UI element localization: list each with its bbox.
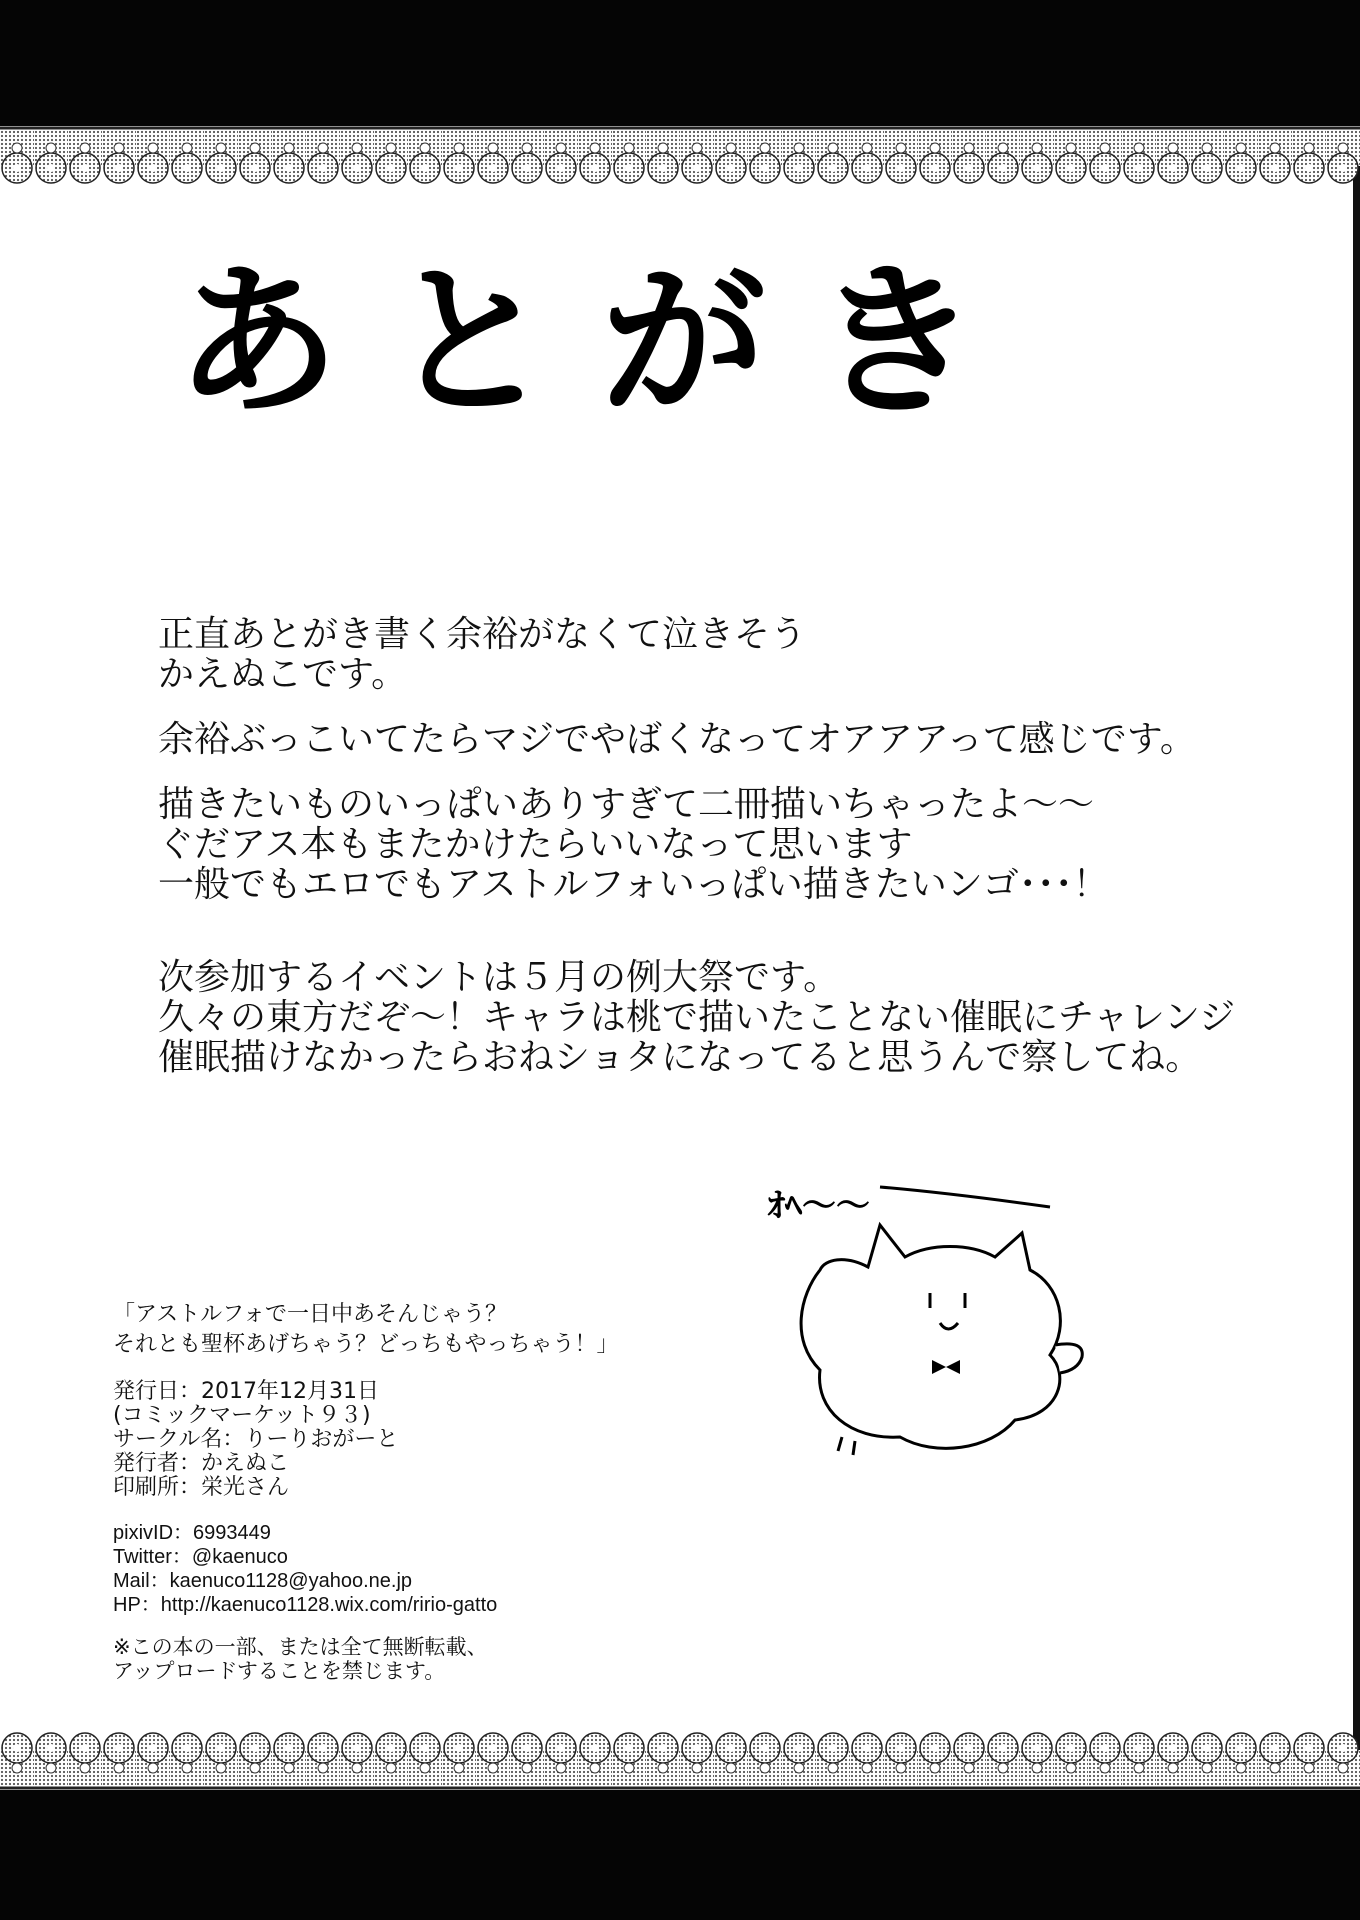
right-edge-bar xyxy=(1353,128,1360,1778)
text-line: かえぬこです。 xyxy=(158,654,408,695)
circle-name: サークル名：りーりおがーと xyxy=(113,1427,399,1452)
printer: 印刷所：栄光さん xyxy=(113,1475,290,1500)
text-line: 描きたいものいっぱいありすぎて二冊描いちゃったよ～～ xyxy=(158,784,1095,825)
contact-info xyxy=(113,1521,753,1617)
publication-date: 発行日：2017年12月31日 xyxy=(113,1379,379,1404)
copyright-notice xyxy=(113,1635,753,1683)
event-name: (コミックマーケット９３) xyxy=(113,1403,371,1428)
mascot-illustration xyxy=(760,1175,1090,1475)
homepage-url: HP：http://kaenuco1128.wix.com/ririo-gatto xyxy=(113,1594,498,1616)
paragraph-next-event xyxy=(158,958,1258,1078)
mascot-caption: ｵﾍ〜〜 xyxy=(768,1186,870,1226)
top-black-band xyxy=(0,0,1360,128)
paragraph-busy xyxy=(158,720,1258,760)
paragraph-books xyxy=(158,785,1258,905)
publication-info xyxy=(113,1380,753,1500)
twitter-handle: Twitter：@kaenuco xyxy=(113,1546,288,1568)
text-line: 催眠描けなかったらおねショタになってると思うんで察してね。 xyxy=(158,1037,1202,1078)
email: Mail：kaenuco1128@yahoo.ne.jp xyxy=(113,1570,413,1592)
bottom-black-band xyxy=(0,1778,1360,1920)
top-lace-border xyxy=(0,126,1360,190)
pixiv-id: pixivID：6993449 xyxy=(113,1522,271,1544)
text-line: 一般でもエロでもアストルフォいっぱい描きたいンゴ･･･！ xyxy=(158,864,1109,905)
book-title-line: 「アストルフォで一日中あそんじゃう？ xyxy=(113,1302,508,1327)
text-line: 次参加するイベントは５月の例大祭です。 xyxy=(158,957,840,998)
book-title-line: それとも聖杯あげちゃう？どっちもやっちゃう！」 xyxy=(113,1332,619,1357)
notice-line: アップロードすることを禁じます。 xyxy=(113,1659,446,1683)
publisher: 発行者：かえぬこ xyxy=(113,1451,290,1476)
text-line: 正直あとがき書く余裕がなくて泣きそう xyxy=(158,614,807,655)
notice-line: ※この本の一部、または全て無断転載、 xyxy=(113,1635,488,1659)
text-line: ぐだアス本もまたかけたらいいなって思います xyxy=(158,824,913,865)
bottom-lace-border xyxy=(0,1726,1360,1790)
text-line: 久々の東方だぞ～！キャラは桃で描いたことない催眠にチャレンジ xyxy=(158,997,1236,1038)
book-title xyxy=(113,1300,753,1360)
paragraph-intro xyxy=(158,615,1258,695)
page-title: あとがき xyxy=(175,246,1027,438)
text-line: 余裕ぶっこいてたらマジでやばくなってオアアアって感じです。 xyxy=(158,719,1196,760)
